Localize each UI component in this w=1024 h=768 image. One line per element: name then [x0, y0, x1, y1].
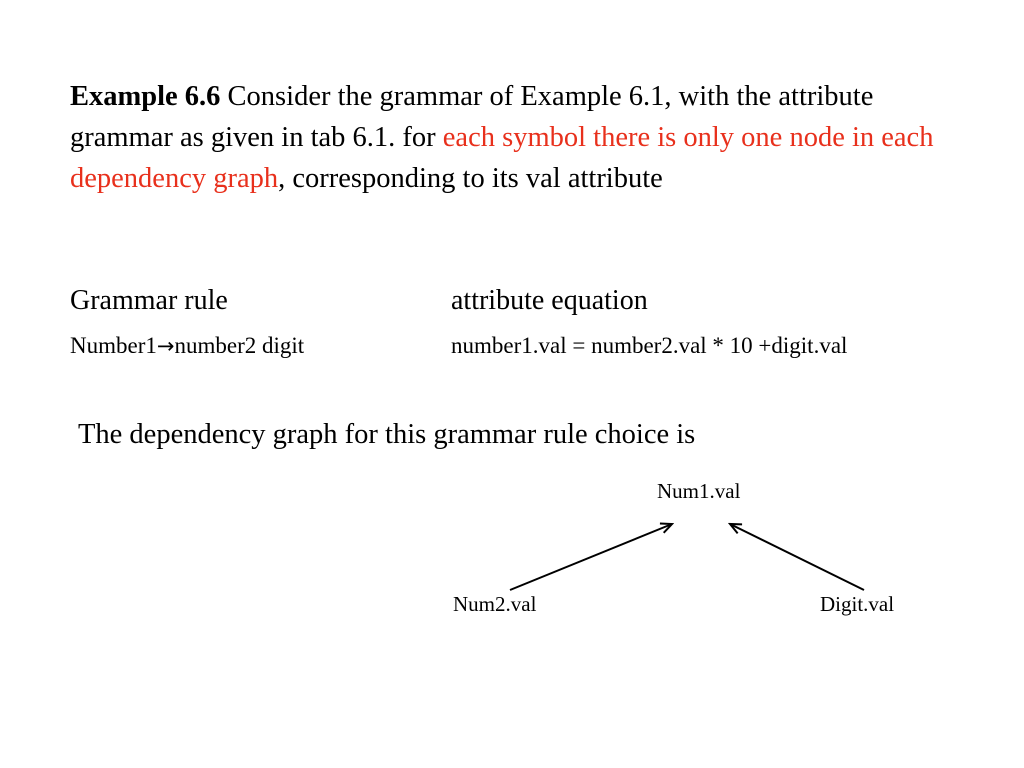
- node-num2-val: Num2.val: [453, 592, 537, 616]
- header-grammar-rule: Grammar rule: [70, 285, 228, 316]
- intro-highlight: each symbol there is only one node in each dependency graph: [70, 122, 934, 194]
- example-label: Example 6.6: [70, 81, 221, 112]
- header-attribute-equation: attribute equation: [451, 285, 648, 316]
- intro-text-2: , corresponding to its val attribute: [278, 163, 663, 194]
- edge-num2-to-num1: [510, 524, 672, 590]
- attribute-equation: number1.val = number2.val * 10 +digit.val: [451, 333, 848, 358]
- node-num1-val: Num1.val: [657, 479, 741, 503]
- edge-digit-to-num1: [730, 524, 864, 590]
- graph-caption: The dependency graph for this grammar rule choice is: [78, 419, 696, 450]
- rule-rhs: number2 digit: [174, 333, 305, 358]
- node-digit-val: Digit.val: [820, 592, 895, 616]
- intro-text-1: Consider the grammar of Example 6.1, with the attribute grammar as given in tab 6.1. for: [70, 81, 874, 153]
- rule-lhs: Number1: [70, 333, 157, 358]
- right-arrow-icon: →: [156, 334, 175, 358]
